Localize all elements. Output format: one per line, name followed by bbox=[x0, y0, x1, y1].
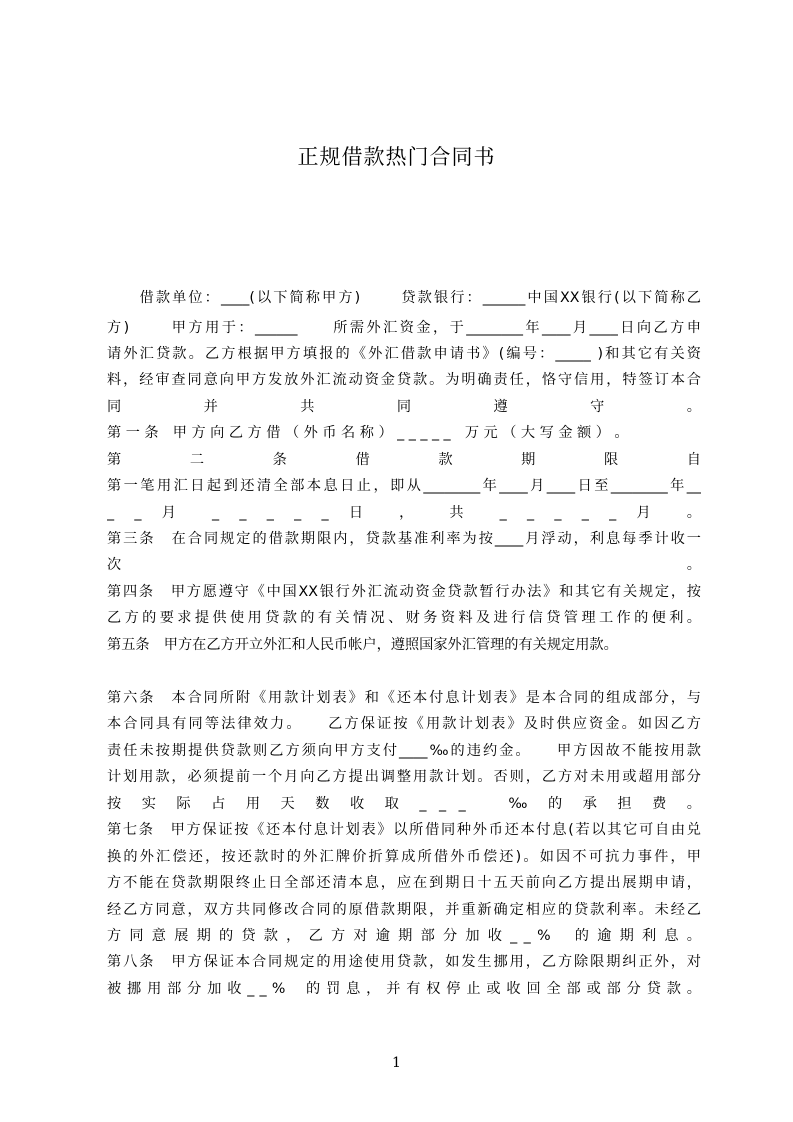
body-line: 第八条 甲方保证本合同规定的用途使用贷款，如发生挪用，乙方除限期纠正外，对 bbox=[107, 954, 701, 970]
body-line: 方) 甲方用于：______ 所需外汇资金，于________年____月____日向乙方申 bbox=[107, 320, 701, 336]
body-line: 计划用款，必须提前一个月向乙方提出调整用款计划。否则，乙方对未用或超用部分 bbox=[107, 769, 701, 785]
body-line: 借款单位：____(以下简称甲方) 贷款银行：______中国XX银行(以下简称乙 bbox=[107, 290, 701, 306]
body-line: 第四条 甲方愿遵守《中国XX银行外汇流动资金贷款暂行办法》和其它有关规定，按 bbox=[107, 584, 701, 600]
body-line: 方不能在贷款期限终止日全部还清本息，应在到期日十五天前向乙方提出展期申请， bbox=[107, 875, 701, 891]
body-line: 第 一 条 甲 方 向 乙 方 借 （ 外 币 名 称 ） _ _ _ _ _ 万 元 （ 大 写 金 额 ） 。 bbox=[107, 425, 629, 441]
body-line: 换的外汇偿还，按还款时的外汇牌价折算成所借外币偿还)。如因不可抗力事件，甲 bbox=[107, 849, 701, 865]
body-line: 方 同 意 展 期 的 贷 款 ， 乙 方 对 逾 期 部 分 加 收 _ _ % 的 逾 期 利 息 。 bbox=[107, 928, 701, 944]
body-line bbox=[107, 661, 701, 683]
document-title: 正规借款热门合同书 bbox=[297, 145, 496, 169]
body-line: 经乙方同意，双方共同修改合同的原借款期限，并重新确定相应的贷款利率。未经乙 bbox=[107, 902, 701, 918]
body-line: 第五条 甲方在乙方开立外汇和人民币帐户，遵照国家外汇管理的有关规定用款。 bbox=[107, 637, 618, 653]
body-line: 第三条 在合同规定的借款期限内，贷款基准利率为按____月浮动，利息每季计收一 bbox=[107, 531, 701, 547]
body-line: 料，经审查同意向甲方发放外汇流动资金贷款。为明确责任，恪守信用，特签订本合 bbox=[107, 372, 701, 388]
body-line: 请外汇贷款。乙方根据甲方填报的《外汇借款申请书》(编号：_____ )和其它有关资 bbox=[107, 346, 701, 362]
body-line: 按 实 际 占 用 天 数 收 取 _ _ _ ‰ 的 承 担 费 。 bbox=[107, 796, 701, 812]
body-line: 本合同具有同等法律效力。 乙方保证按《用款计划表》及时供应资金。如因乙方 bbox=[107, 716, 701, 732]
body-line: _ _ 月 _ _ _ _ _ 日 ， 共 _ _ _ _ _ 月 。 bbox=[107, 505, 701, 521]
body-line: 次 。 bbox=[107, 557, 701, 573]
body-line: 第 二 条 借 款 期 限 自 bbox=[107, 452, 701, 468]
body-line: 第七条 甲方保证按《还本付息计划表》以所借同种外币还本付息(若以其它可自由兑 bbox=[107, 822, 701, 838]
body-line: 乙方的要求提供使用贷款的有关情况、财务资料及进行信贷管理工作的便利。 bbox=[107, 610, 701, 626]
body-line: 第六条 本合同所附《用款计划表》和《还本付息计划表》是本合同的组成部分，与 bbox=[107, 690, 701, 706]
page-number: 1 bbox=[392, 1055, 401, 1071]
body-line: 被 挪 用 部 分 加 收 _ _ % 的 罚 息 ， 并 有 权 停 止 或 收 回 全 部 或 部 分 贷 款 。 bbox=[107, 981, 701, 997]
body-line: 同 并 共 同 遵 守 。 bbox=[107, 399, 701, 415]
body-line: 责任未按期提供贷款则乙方须向甲方支付____‰的违约金。 甲方因故不能按用款 bbox=[107, 743, 701, 759]
body-line: 第一笔用汇日起到还清全部本息日止，即从________年____月____日至________年__ bbox=[107, 478, 701, 494]
